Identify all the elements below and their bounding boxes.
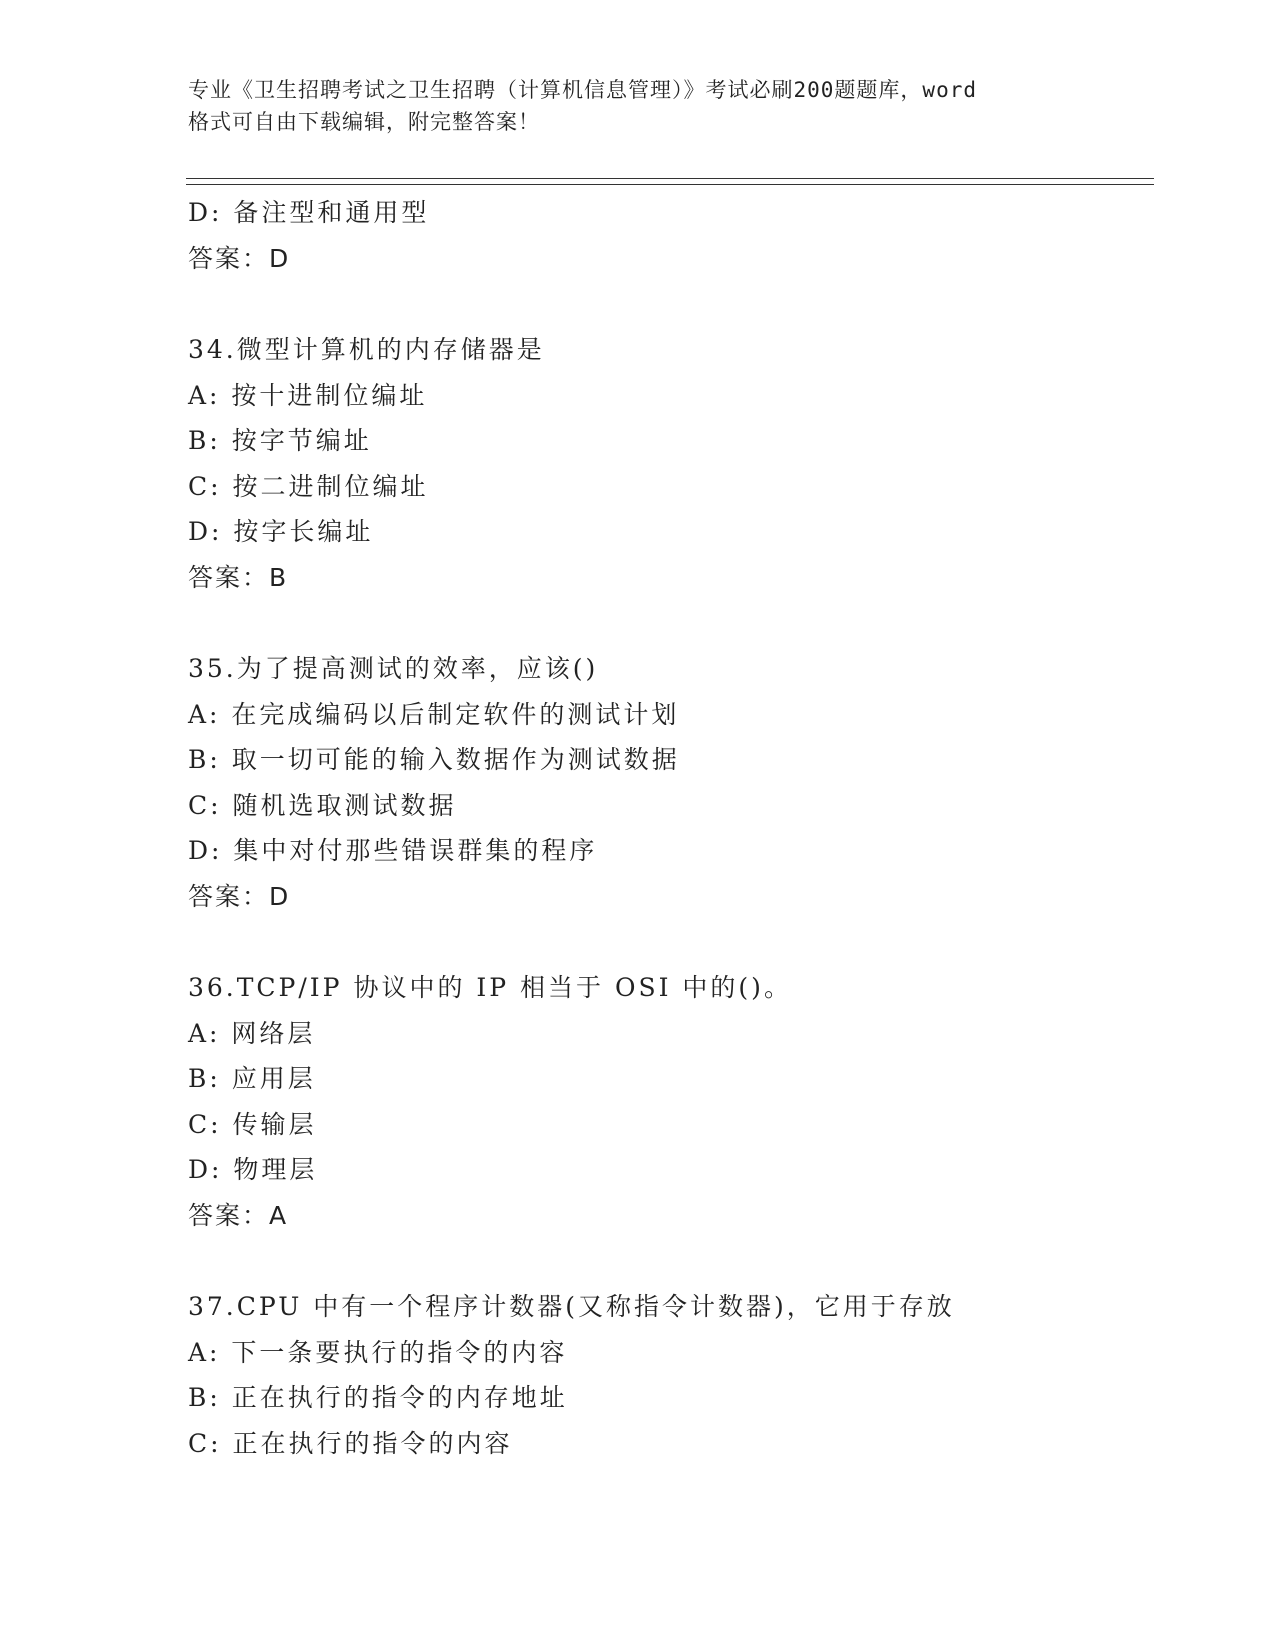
question-36 xyxy=(188,965,1148,1238)
question-stem: 36.TCP/IP 协议中的 IP 相当于 OSI 中的()。 xyxy=(188,973,792,1002)
question-stem: 34.微型计算机的内存储器是 xyxy=(188,335,545,364)
option-a: A: 按十进制位编址 xyxy=(188,380,428,410)
option-c: C: 传输层 xyxy=(188,1109,317,1139)
question-37 xyxy=(188,1284,1148,1466)
answer-line: 答案：D xyxy=(188,243,291,273)
header-line-2: 格式可自由下载编辑，附完整答案！ xyxy=(188,110,540,134)
option-c: C: 按二进制位编址 xyxy=(188,471,429,501)
question-stem: 37.CPU 中有一个程序计数器(又称指令计数器)，它用于存放 xyxy=(188,1292,955,1321)
option-a: A: 网络层 xyxy=(188,1018,316,1048)
option-b: B: 正在执行的指令的内存地址 xyxy=(188,1383,568,1412)
option-a: A: 在完成编码以后制定软件的测试计划 xyxy=(188,699,680,729)
option-b: B: 取一切可能的输入数据作为测试数据 xyxy=(188,745,680,774)
option-a: A: 下一条要执行的指令的内容 xyxy=(188,1337,568,1367)
option-d: D: 按字长编址 xyxy=(188,517,374,546)
answer-line: 答案：A xyxy=(188,1200,289,1230)
header-divider xyxy=(186,178,1154,185)
option-c: C: 随机选取测试数据 xyxy=(188,790,457,820)
answer-line: 答案：B xyxy=(188,562,289,592)
option-c: C: 正在执行的指令的内容 xyxy=(188,1428,513,1458)
question-stem: 35.为了提高测试的效率，应该() xyxy=(188,654,599,683)
option-d: D: 备注型和通用型 xyxy=(188,198,430,227)
answer-line: 答案：D xyxy=(188,881,291,911)
question-list xyxy=(188,190,1148,1466)
option-b: B: 按字节编址 xyxy=(188,426,372,455)
document-header xyxy=(188,74,1088,138)
header-line-1: 专业《卫生招聘考试之卫生招聘（计算机信息管理）》考试必刷200题题库，word xyxy=(188,78,977,102)
option-b: B: 应用层 xyxy=(188,1064,316,1093)
option-d: D: 集中对付那些错误群集的程序 xyxy=(188,836,598,865)
question-35 xyxy=(188,646,1148,919)
option-d: D: 物理层 xyxy=(188,1155,318,1184)
previous-question-tail xyxy=(188,190,1148,281)
question-34 xyxy=(188,327,1148,600)
